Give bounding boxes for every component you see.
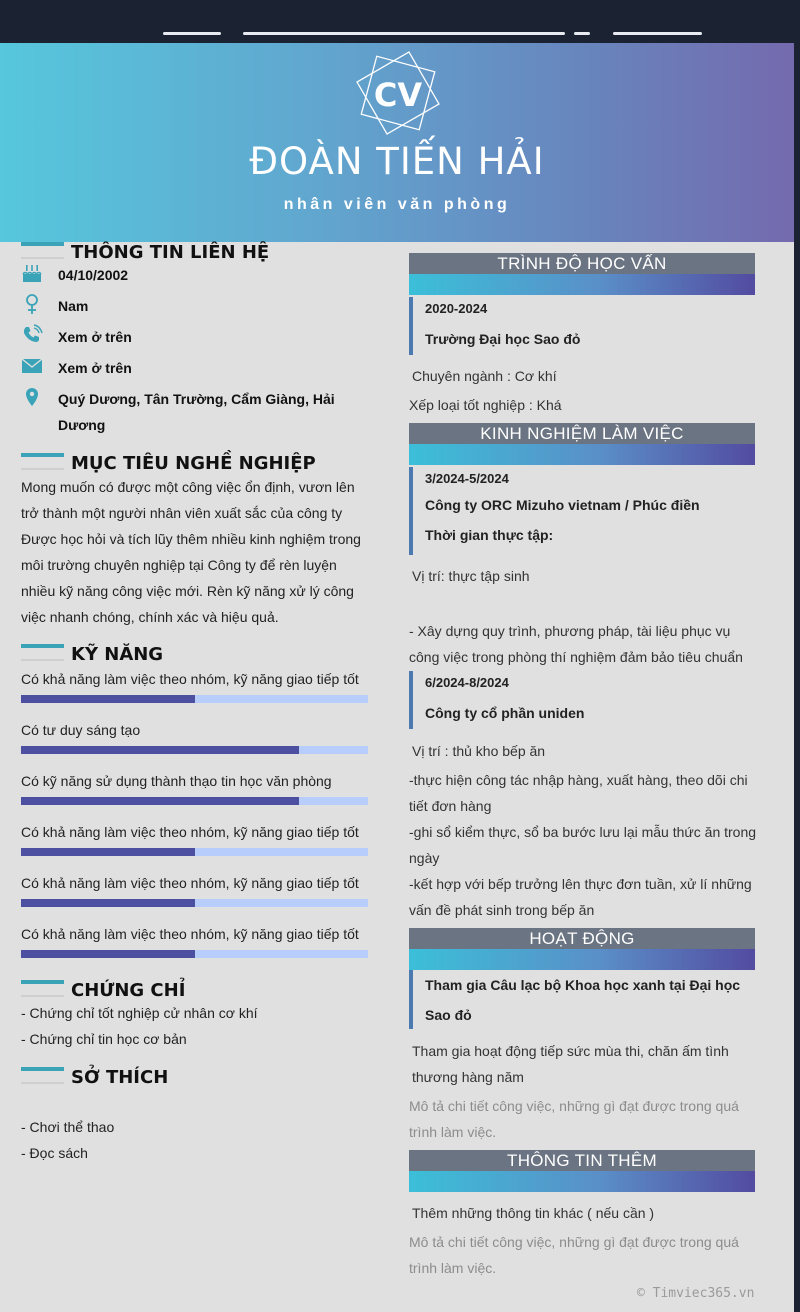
activities-heading-block: [409, 928, 755, 970]
skill-level-bar: [21, 950, 368, 958]
certificates-heading: CHỨNG CHỈ: [71, 980, 186, 1001]
job-details: -thực hiện công tác nhập hàng, xuất hàng, theo dõi chi tiết đơn hàng -ghi sổ kiểm thực, sổ ba bước lưu lại mẫu thức ăn trong ngày -kết hợp với bếp trưởng lên thực đơn tuần, xử lí những vấn đề phát sinh trong bếp ăn: [409, 772, 757, 918]
browser-toolbar: [0, 0, 794, 43]
footer-watermark: © Timviec365.vn: [637, 1286, 755, 1301]
activity-text: Tham gia hoạt động tiếp sức mùa thi, chăn ấm tình thương hàng năm: [412, 1043, 729, 1085]
skill-name: Có khả năng làm việc theo nhóm, kỹ năng giao tiếp tốt: [21, 824, 359, 840]
certificate-item: - Chứng chỉ tin học cơ bản: [21, 1031, 187, 1047]
skill-name: Có tư duy sáng tạo: [21, 722, 141, 738]
hobbies-heading: SỞ THÍCH: [71, 1067, 169, 1088]
hobby-item: - Đọc sách: [21, 1145, 88, 1161]
job-period: 3/2024-5/2024: [425, 471, 509, 486]
section-accent-bar: [21, 1067, 64, 1084]
education-school: Trường Đại học Sao đỏ: [425, 331, 581, 347]
section-accent-bar: [21, 453, 64, 470]
job-company: Công ty ORC Mizuho vietnam / Phúc điền: [425, 497, 700, 513]
experience-entry: [409, 671, 755, 729]
skill-level-fill: [21, 746, 299, 754]
contact-birthday: 04/10/2002: [58, 267, 129, 283]
job-subtitle: Thời gian thực tập:: [425, 527, 554, 543]
experience-heading-block: [409, 423, 755, 465]
section-accent-bar: [21, 644, 64, 661]
skill-level-fill: [21, 797, 299, 805]
skills-heading: KỸ NĂNG: [71, 644, 164, 665]
additional-heading: THÔNG TIN THÊM: [409, 1150, 755, 1171]
education-entry: [409, 297, 755, 355]
education-heading-block: [409, 253, 755, 295]
birthday-cake-icon: [21, 262, 45, 284]
additional-heading-block: [409, 1150, 755, 1192]
job-position: Vị trí : thủ kho bếp ăn: [412, 743, 546, 759]
section-accent-bar: [21, 242, 64, 259]
toolbar-line: [613, 32, 702, 35]
activity-placeholder: Mô tả chi tiết công việc, những gì đạt được trong quá trình làm việc.: [409, 1098, 739, 1140]
contact-gender: Nam: [58, 298, 89, 314]
education-heading: TRÌNH ĐỘ HỌC VẤN: [409, 253, 755, 274]
experience-heading: KINH NGHIỆM LÀM VIỆC: [409, 423, 755, 444]
section-accent-bar: [21, 980, 64, 997]
certificate-item: - Chứng chỉ tốt nghiệp cử nhân cơ khí: [21, 1005, 258, 1021]
heading-gradient-bar: [409, 949, 755, 970]
skill-item: [21, 924, 368, 944]
cv-header-band: [0, 43, 794, 242]
skill-level-fill: [21, 899, 195, 907]
hobby-item: - Chơi thể thao: [21, 1119, 115, 1135]
objective-text: Mong muốn có được một công việc ổn định, vươn lên trở thành một người nhân viên xuất sắc của công ty Được học hỏi và tích lũy thêm nhiều kinh nghiệm trong môi trường chuyên nghiệp tại Công ty để rèn luyện nhiều kỹ năng công việc mới. Rèn kỹ năng xử lý công việc nhanh chóng, chính xác và hiệu quả.: [21, 479, 361, 625]
objective-heading: MỤC TIÊU NGHỀ NGHIỆP: [71, 453, 316, 474]
skill-item: [21, 873, 368, 893]
contact-address: Quý Dương, Tân Trường, Cẩm Giàng, Hải Dương: [58, 391, 335, 433]
job-company: Công ty cổ phần uniden: [425, 705, 585, 721]
education-period: 2020-2024: [425, 301, 488, 316]
skill-level-bar: [21, 899, 368, 907]
skill-name: Có khả năng làm việc theo nhóm, kỹ năng giao tiếp tốt: [21, 875, 359, 891]
envelope-icon: [21, 355, 45, 377]
job-period: 6/2024-8/2024: [425, 675, 509, 690]
skill-level-bar: [21, 746, 368, 754]
activity-name: Tham gia Câu lạc bộ Khoa học xanh tại Đại học Sao đỏ: [425, 977, 741, 1023]
skill-level-fill: [21, 950, 195, 958]
skill-name: Có kỹ năng sử dụng thành thạo tin học văn phòng: [21, 773, 332, 789]
cv-page: [0, 43, 794, 1312]
skill-item: [21, 822, 368, 842]
toolbar-line: [163, 32, 221, 35]
skill-level-bar: [21, 695, 368, 703]
activities-heading: HOẠT ĐỘNG: [409, 928, 755, 949]
education-grade: Xếp loại tốt nghiệp : Khá: [409, 397, 562, 413]
job-position: Vị trí: thực tập sinh: [412, 568, 530, 584]
female-symbol-icon: [21, 293, 45, 315]
skill-name: Có khả năng làm việc theo nhóm, kỹ năng giao tiếp tốt: [21, 671, 359, 687]
toolbar-line: [574, 32, 590, 35]
skill-level-bar: [21, 797, 368, 805]
cv-logo-text: CV: [373, 76, 423, 114]
phone-icon: [21, 324, 45, 346]
skill-item: [21, 771, 368, 791]
education-major: Chuyên ngành : Cơ khí: [412, 368, 557, 384]
skill-level-fill: [21, 848, 195, 856]
toolbar-line: [243, 32, 565, 35]
candidate-name: ĐOÀN TIẾN HẢI: [249, 140, 545, 183]
skill-item: [21, 669, 368, 689]
heading-gradient-bar: [409, 274, 755, 295]
skill-level-fill: [21, 695, 195, 703]
skill-name: Có khả năng làm việc theo nhóm, kỹ năng giao tiếp tốt: [21, 926, 359, 942]
skill-item: [21, 720, 368, 740]
job-details: - Xây dựng quy trình, phương pháp, tài liệu phục vụ công việc trong phòng thí nghiệm đảm bảo tiêu chuẩn: [409, 623, 743, 665]
cv-logo: [350, 47, 446, 139]
map-pin-icon: [21, 386, 45, 408]
additional-placeholder: Mô tả chi tiết công việc, những gì đạt được trong quá trình làm việc.: [409, 1234, 739, 1276]
job-title: nhân viên văn phòng: [283, 196, 511, 213]
contact-email: Xem ở trên: [58, 360, 132, 376]
skill-level-bar: [21, 848, 368, 856]
heading-gradient-bar: [409, 444, 755, 465]
experience-entry: [409, 467, 755, 555]
heading-gradient-bar: [409, 1171, 755, 1192]
activity-entry: [409, 970, 755, 1029]
contact-phone: Xem ở trên: [58, 329, 132, 345]
additional-text: Thêm những thông tin khác ( nếu cần ): [412, 1205, 655, 1221]
contact-heading: THÔNG TIN LIÊN HỆ: [71, 242, 270, 263]
